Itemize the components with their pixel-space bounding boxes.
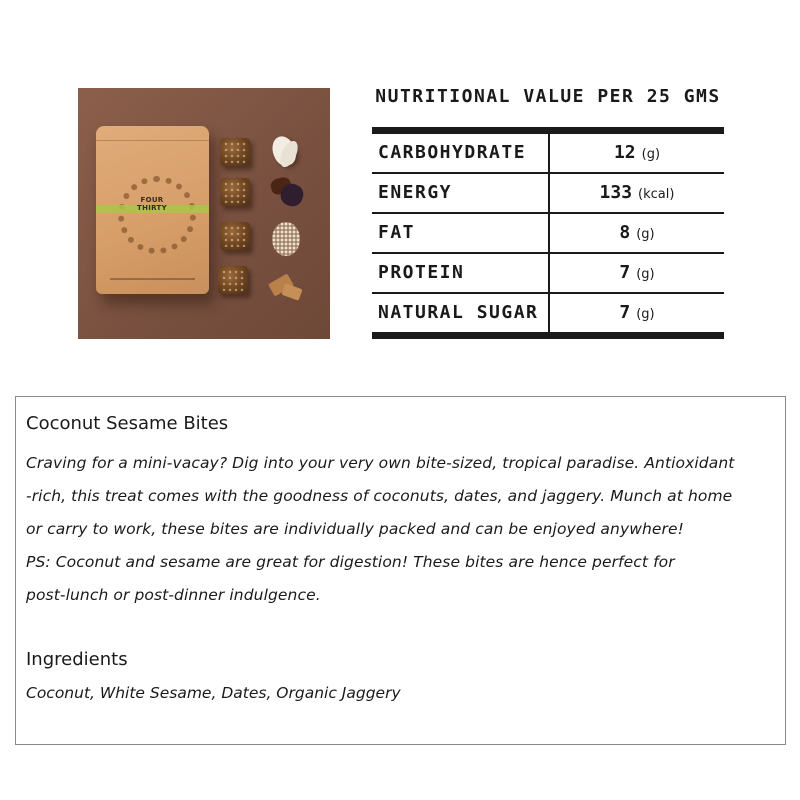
bite-piece: [220, 222, 250, 250]
description-line: post-lunch or post-dinner indulgence.: [26, 586, 321, 604]
nutrient-label: ENERGY: [378, 182, 453, 203]
nutrient-unit: (g): [641, 147, 661, 162]
nutrient-unit: (g): [636, 307, 655, 322]
description-line: Craving for a mini-vacay? Dig into your very own bite-sized, tropical paradise. Antioxidant: [26, 454, 735, 472]
ingredients-title: Ingredients: [26, 649, 128, 670]
product-pouch: [96, 126, 209, 294]
product-photo: [78, 88, 330, 339]
description-line: PS: Coconut and sesame are great for digestion! These bites are hence perfect for: [26, 553, 675, 571]
nutrient-unit: (kcal): [638, 187, 675, 202]
nutrient-value-cell: [550, 174, 724, 212]
product-description-box: [15, 396, 786, 745]
description-line: or carry to work, these bites are individually packed and can be enjoyed anywhere!: [26, 520, 684, 538]
pouch-zip-seal: [96, 126, 209, 141]
nutrient-label: NATURAL SUGAR: [378, 302, 539, 323]
nutrient-value-cell: [550, 254, 724, 292]
nutrient-amount: 8: [619, 222, 631, 243]
nutrient-amount: 133: [599, 182, 633, 203]
bite-piece: [218, 266, 248, 294]
product-description: [26, 447, 780, 612]
ingredients-list: Coconut, White Sesame, Dates, Organic Jaggery: [26, 684, 401, 702]
nutrient-value-cell: [550, 214, 724, 252]
nutrient-unit: (g): [636, 227, 655, 242]
nutrition-row-protein: [372, 254, 724, 294]
nutrition-table: [372, 127, 724, 339]
pouch-tagline: [110, 278, 195, 280]
nutrient-amount: 12: [613, 142, 636, 163]
nutrient-unit: (g): [636, 267, 655, 282]
nutrient-amount: 7: [619, 302, 631, 323]
bite-piece: [220, 138, 250, 166]
nutrition-title: NUTRITIONAL VALUE PER 25 GMS: [375, 86, 721, 107]
nutrient-amount: 7: [619, 262, 631, 283]
description-line: -rich, this treat comes with the goodness of coconuts, dates, and jaggery. Munch at home: [26, 487, 733, 505]
nutrition-row-fat: [372, 214, 724, 254]
nutrient-label: CARBOHYDRATE: [378, 142, 527, 163]
nutrient-value-cell: [550, 134, 724, 172]
pouch-nut-wreath-graphic: [118, 176, 196, 254]
sesame-seeds: [272, 222, 300, 256]
bite-piece: [220, 178, 250, 206]
pouch-brand-logo: FOUR THIRTY: [137, 196, 167, 212]
product-title: Coconut Sesame Bites: [26, 413, 229, 434]
nutrition-row-energy: [372, 174, 724, 214]
nutrient-label: FAT: [378, 222, 416, 243]
jaggery-piece: [281, 283, 302, 300]
nutrient-label: PROTEIN: [378, 262, 465, 283]
nutrition-row-natural-sugar: [372, 294, 724, 334]
nutrient-value-cell: [550, 294, 724, 332]
nutrition-row-carbohydrate: [372, 134, 724, 174]
